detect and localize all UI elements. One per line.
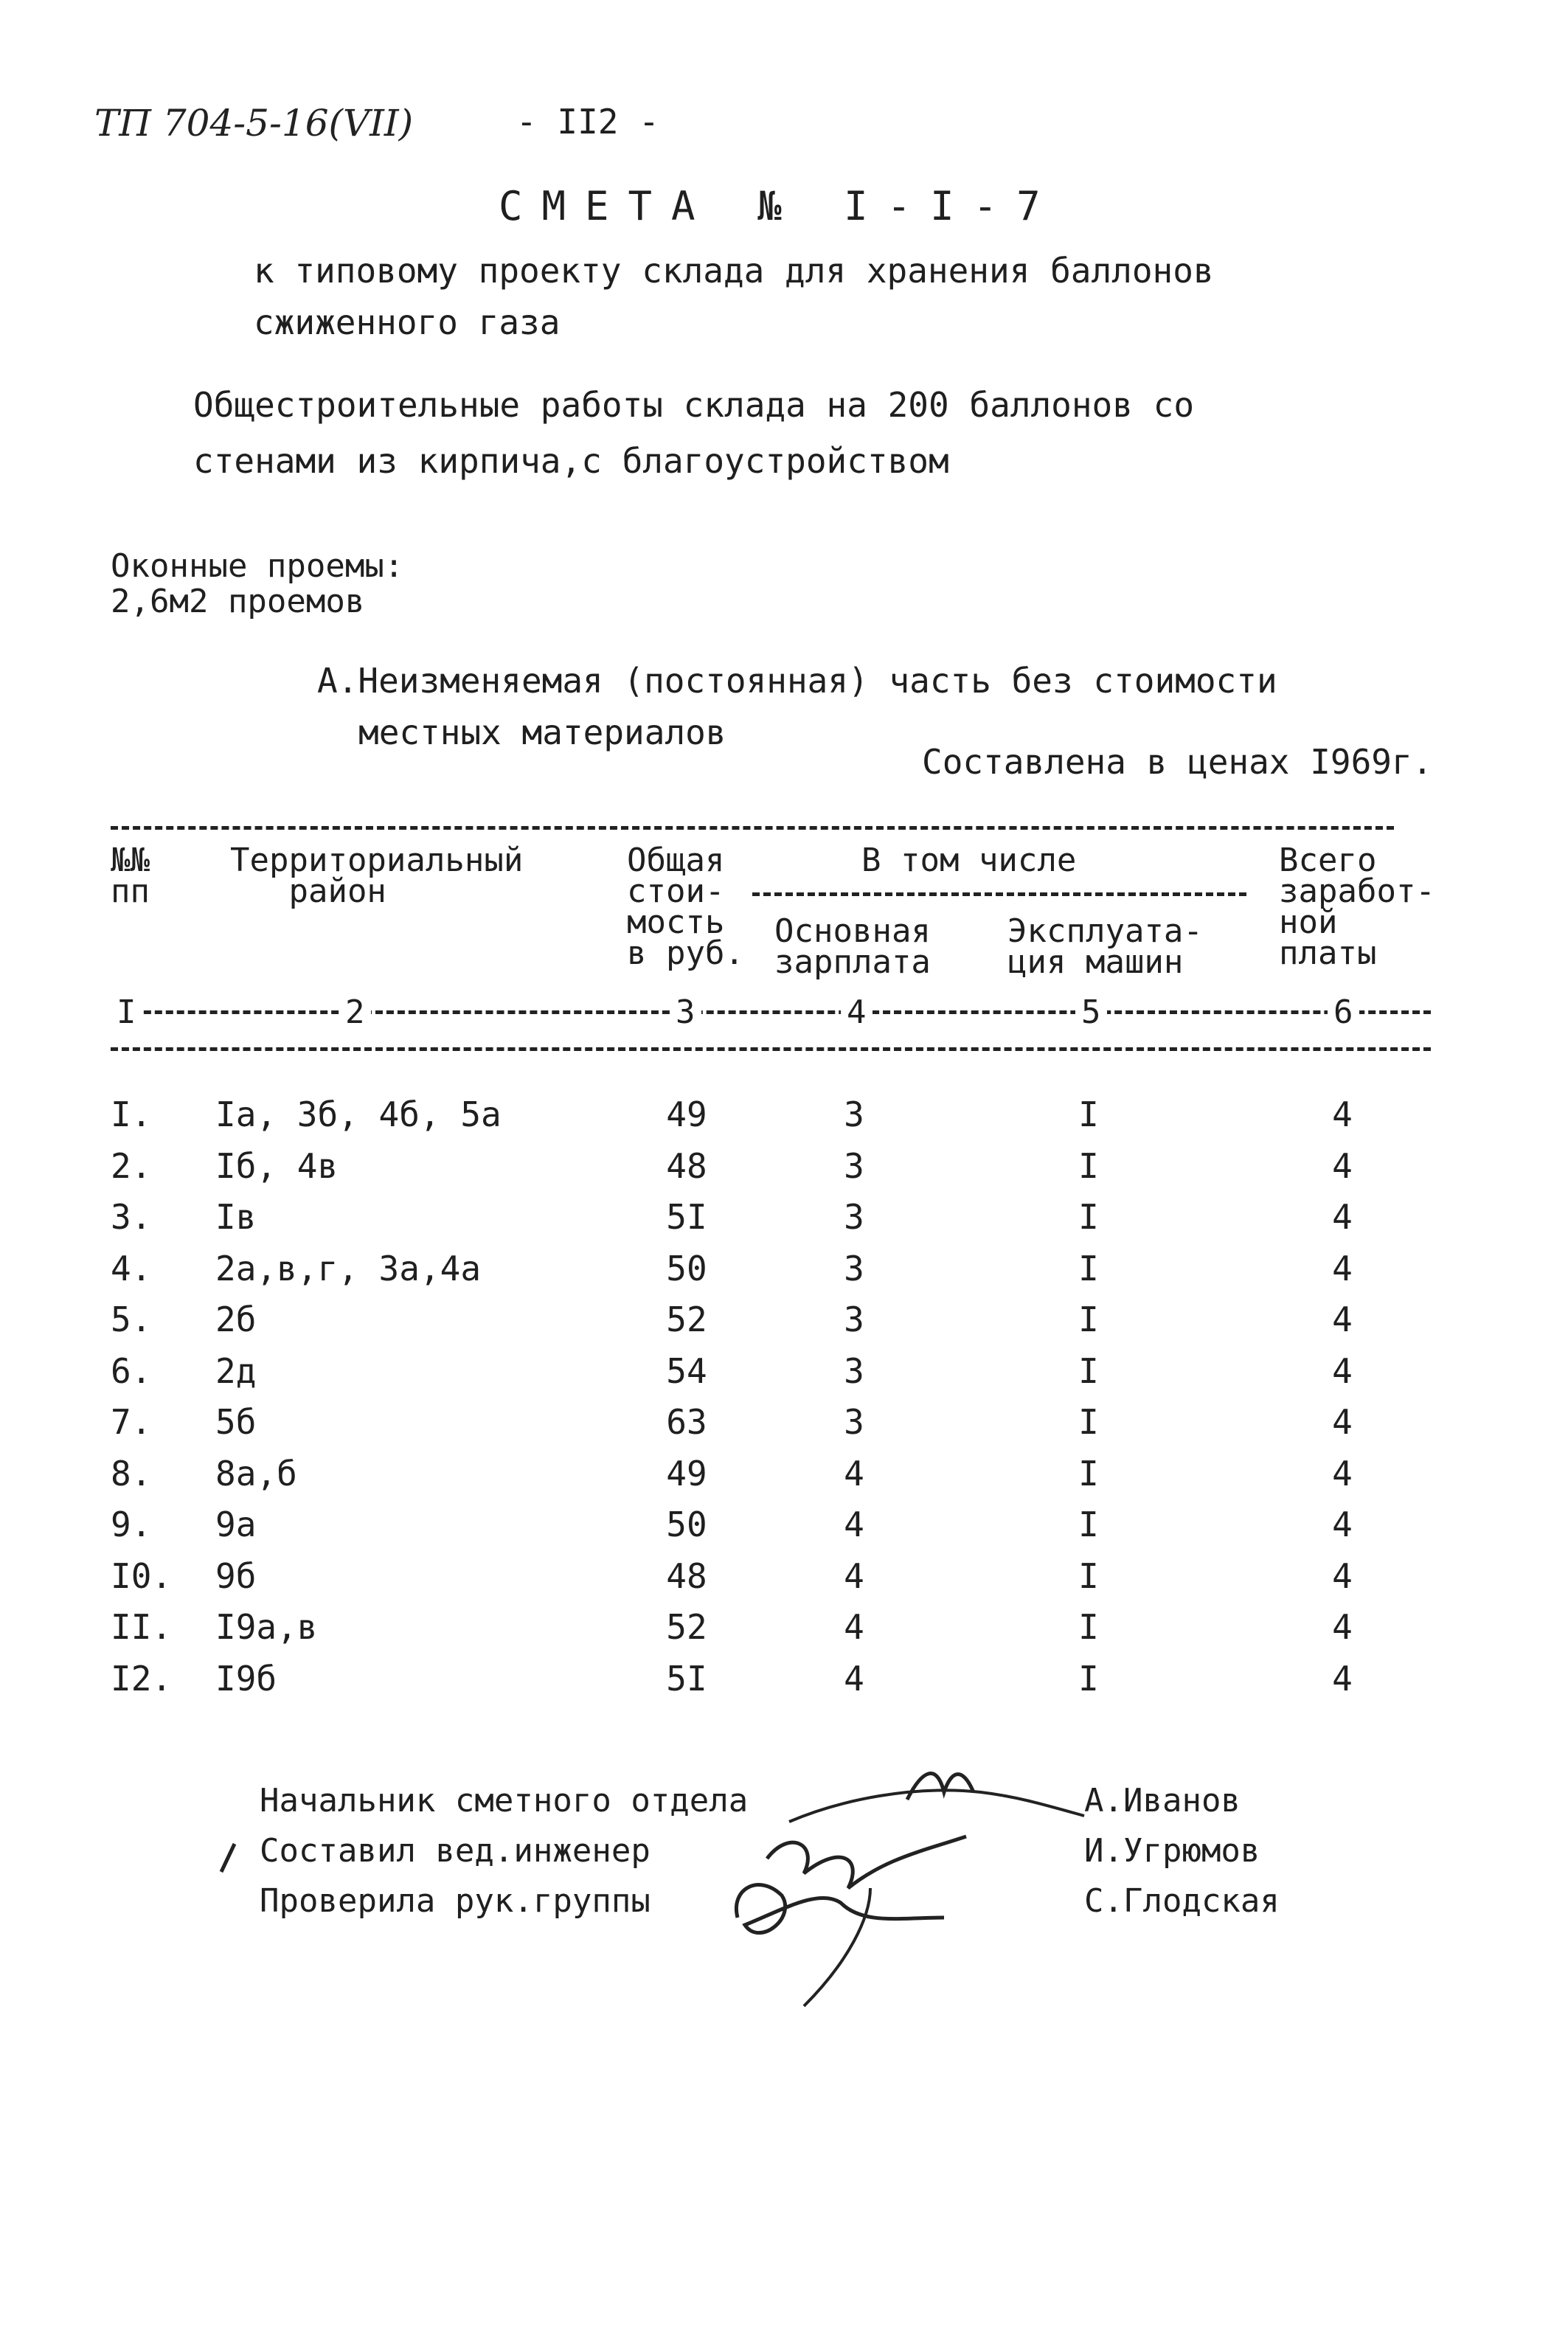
row-total-wage: 4 [1332, 1351, 1353, 1391]
document-code: ТП 704-5-16(VII) [94, 102, 414, 145]
header-bottom-rule [111, 1010, 1431, 1014]
row-total-wage: 4 [1332, 1197, 1353, 1237]
row-total-wage: 4 [1332, 1300, 1353, 1339]
row-region: I9а,в [215, 1607, 318, 1647]
row-base-wage: 3 [844, 1351, 864, 1391]
row-region: 2д [215, 1351, 257, 1391]
row-region: Iб, 4в [215, 1146, 339, 1186]
row-machine-operation: I [1078, 1556, 1099, 1596]
row-total-cost: 63 [666, 1402, 707, 1442]
row-total-wage: 4 [1332, 1402, 1353, 1442]
subtitle-line-1: к типовому проекту склада для хранения баллонов [254, 251, 1214, 291]
row-base-wage: 3 [844, 1095, 864, 1134]
row-machine-operation: I [1078, 1300, 1099, 1339]
row-number: 4. [111, 1249, 152, 1288]
row-base-wage: 4 [844, 1659, 864, 1699]
row-machine-operation: I [1078, 1249, 1099, 1288]
row-base-wage: 3 [844, 1146, 864, 1186]
col-number-6: 6 [1328, 997, 1359, 1028]
section-title-line-1: А.Неизменяемая (постоянная) часть без стоимости [317, 661, 1277, 701]
row-number: I. [111, 1095, 152, 1134]
signature-name-3: С.Глодская [1084, 1882, 1280, 1920]
signature-role-3: Проверила рук.группы [260, 1882, 651, 1920]
col-number-2: 2 [339, 997, 371, 1028]
row-total-cost: 49 [666, 1454, 707, 1494]
row-total-cost: 50 [666, 1505, 707, 1544]
row-total-cost: 49 [666, 1095, 707, 1134]
openings-label: Оконные проемы: [111, 547, 404, 585]
row-base-wage: 4 [844, 1556, 864, 1596]
row-region: 2а,в,г, 3а,4а [215, 1249, 482, 1288]
row-base-wage: 3 [844, 1402, 864, 1442]
subtitle-line-2: сжиженного газа [254, 302, 561, 342]
row-total-cost: 54 [666, 1351, 707, 1391]
row-base-wage: 3 [844, 1249, 864, 1288]
header-num: №№ пп [111, 842, 150, 910]
description-line-2: стенами из кирпича,с благоустройством [193, 441, 949, 481]
row-total-cost: 48 [666, 1556, 707, 1596]
row-machine-operation: I [1078, 1095, 1099, 1134]
row-total-wage: 4 [1332, 1454, 1353, 1494]
row-number: I2. [111, 1659, 173, 1699]
page-number: - II2 - [516, 102, 659, 142]
row-total-wage: 4 [1332, 1556, 1353, 1596]
row-base-wage: 4 [844, 1607, 864, 1647]
table-top-rule [111, 826, 1394, 830]
row-total-cost: 50 [666, 1249, 707, 1288]
section-title-line-2: местных материалов [358, 712, 726, 752]
row-machine-operation: I [1078, 1402, 1099, 1442]
row-number: 8. [111, 1454, 152, 1494]
row-number: 6. [111, 1351, 152, 1391]
col-number-4: 4 [841, 997, 873, 1028]
row-region: 5б [215, 1402, 257, 1442]
header-total: Общая стои- мость в руб. [627, 842, 744, 972]
row-machine-operation: I [1078, 1351, 1099, 1391]
row-region: 9а [215, 1505, 257, 1544]
row-machine-operation: I [1078, 1197, 1099, 1237]
row-machine-operation: I [1078, 1146, 1099, 1186]
col-number-5: 5 [1075, 997, 1107, 1028]
row-total-cost: 5I [666, 1659, 707, 1699]
table-body-rule [111, 1047, 1431, 1051]
row-total-cost: 48 [666, 1146, 707, 1186]
header-total-wage: Всего заработ- ной платы [1279, 842, 1435, 972]
row-region: I9б [215, 1659, 277, 1699]
row-total-wage: 4 [1332, 1095, 1353, 1134]
openings-value: 2,6м2 проемов [111, 583, 365, 620]
row-number: 7. [111, 1402, 152, 1442]
row-total-cost: 5I [666, 1197, 707, 1237]
row-machine-operation: I [1078, 1607, 1099, 1647]
row-number: 5. [111, 1300, 152, 1339]
row-region: Iв [215, 1197, 257, 1237]
row-base-wage: 4 [844, 1505, 864, 1544]
row-number: 3. [111, 1197, 152, 1237]
signature-name-2: И.Угрюмов [1084, 1832, 1260, 1870]
header-including: В том числе [861, 842, 1077, 879]
row-number: II. [111, 1607, 173, 1647]
row-total-cost: 52 [666, 1300, 707, 1339]
row-region: 8а,б [215, 1454, 297, 1494]
row-total-wage: 4 [1332, 1146, 1353, 1186]
signature-role-1: Начальник сметного отдела [260, 1782, 749, 1819]
header-region: Территориальный район [230, 842, 524, 910]
row-region: 2б [215, 1300, 257, 1339]
header-wage: Основная зарплата [774, 912, 931, 981]
row-machine-operation: I [1078, 1454, 1099, 1494]
header-including-rule [752, 892, 1246, 896]
row-number: 9. [111, 1505, 152, 1544]
header-machines: Эксплуата- ция машин [1007, 912, 1203, 981]
signature-name-1: А.Иванов [1084, 1782, 1241, 1819]
row-total-cost: 52 [666, 1607, 707, 1647]
row-region: 9б [215, 1556, 257, 1596]
row-total-wage: 4 [1332, 1607, 1353, 1647]
row-number: 2. [111, 1146, 152, 1186]
row-total-wage: 4 [1332, 1249, 1353, 1288]
signature-role-2: Составил вед.инженер [260, 1832, 651, 1870]
row-region: Iа, 3б, 4б, 5а [215, 1095, 502, 1134]
description-line-1: Общестроительные работы склада на 200 баллонов со [193, 385, 1195, 425]
row-total-wage: 4 [1332, 1659, 1353, 1699]
row-machine-operation: I [1078, 1659, 1099, 1699]
row-base-wage: 3 [844, 1197, 864, 1237]
col-number-3: 3 [670, 997, 701, 1028]
row-base-wage: 3 [844, 1300, 864, 1339]
row-number: I0. [111, 1556, 173, 1596]
row-total-wage: 4 [1332, 1505, 1353, 1544]
prices-note: Составлена в ценах I969г. [922, 742, 1433, 782]
row-machine-operation: I [1078, 1505, 1099, 1544]
row-base-wage: 4 [844, 1454, 864, 1494]
col-number-1: I [111, 997, 142, 1028]
estimate-title: СМЕТА № I-I-7 [499, 183, 1060, 229]
